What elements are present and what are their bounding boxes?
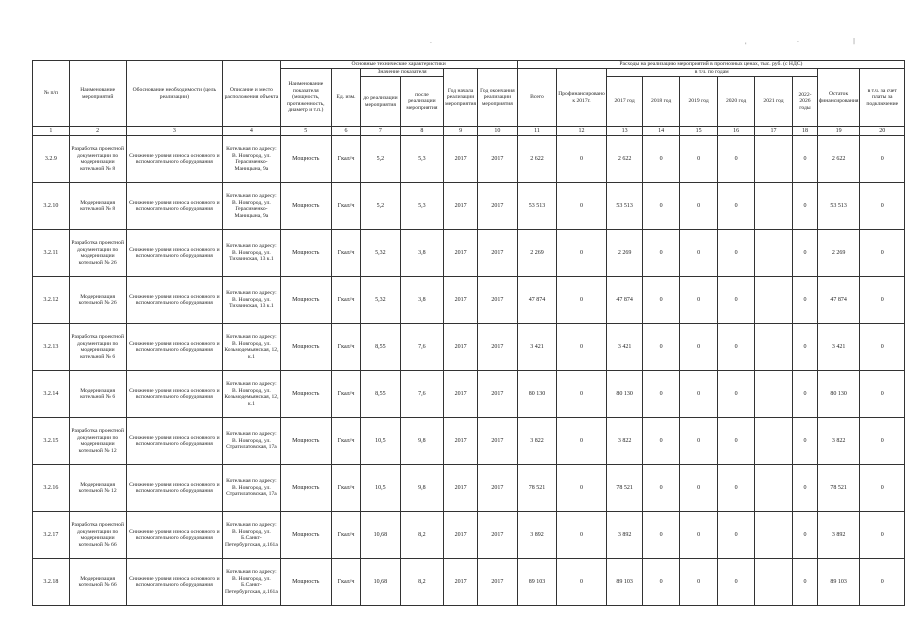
cell-2021 <box>754 277 792 324</box>
cell-unit: Гкал/ч <box>331 465 360 512</box>
cell-num: 3.2.17 <box>33 512 70 559</box>
cell-2017: 89 103 <box>606 559 643 606</box>
header-year-2021: 2021 год <box>754 77 792 127</box>
cell-2018: 0 <box>643 136 680 183</box>
cell-2021 <box>754 371 792 418</box>
cell-connection: 0 <box>860 418 905 465</box>
cell-before: 10,5 <box>361 418 401 465</box>
table-row <box>33 230 905 277</box>
header-prefinanced: Профинансировано к 2017г. <box>557 69 607 127</box>
table-row <box>33 512 905 559</box>
cell-remaining: 3 892 <box>817 512 860 559</box>
cell-location: Котельная по адресу: В. Новгород, ул. Б.Санкт-Петербургская, д.161а <box>223 559 280 606</box>
cell-2020: 0 <box>718 277 755 324</box>
header-before: до реализации мероприятия <box>361 77 401 127</box>
cell-after: 3,8 <box>400 277 443 324</box>
column-number: 5 <box>280 127 331 136</box>
cell-location: Котельная по адресу: В. Новгород, ул. Стратилатовская, 17а <box>223 418 280 465</box>
cell-justification: Снижение уровня износа основного и вспомогательного оборудования <box>126 230 223 277</box>
header-total: Всего <box>517 69 557 127</box>
header-name: Наименование мероприятий <box>69 61 126 127</box>
cell-after: 8,2 <box>400 559 443 606</box>
cell-2022-2026: 0 <box>793 324 817 371</box>
cell-2021 <box>754 512 792 559</box>
cell-after: 5,3 <box>400 183 443 230</box>
column-number: 6 <box>331 127 360 136</box>
cell-2020: 0 <box>718 512 755 559</box>
cell-total: 3 892 <box>517 512 557 559</box>
table-row <box>33 277 905 324</box>
cell-after: 7,6 <box>400 371 443 418</box>
cell-indicator: Мощность <box>280 465 331 512</box>
cell-year-start: 2017 <box>444 230 478 277</box>
cell-after: 9,8 <box>400 465 443 512</box>
cell-remaining: 2 269 <box>817 230 860 277</box>
cell-prefinanced: 0 <box>557 324 607 371</box>
cell-location: Котельная по адресу: В. Новгород, ул. Герасименко-Маницына, 9а <box>223 136 280 183</box>
cell-location: Котельная по адресу: В. Новгород, ул. Герасименко-Маницына, 9а <box>223 183 280 230</box>
cell-prefinanced: 0 <box>557 136 607 183</box>
cell-before: 10,68 <box>361 512 401 559</box>
cell-2020: 0 <box>718 418 755 465</box>
cell-total: 89 103 <box>517 559 557 606</box>
cell-name: Разработка проектной документации по модернизации котельной № 8 <box>69 136 126 183</box>
cell-total: 80 130 <box>517 371 557 418</box>
cell-indicator: Мощность <box>280 230 331 277</box>
cell-2018: 0 <box>643 183 680 230</box>
cell-after: 5,3 <box>400 136 443 183</box>
cell-before: 5,32 <box>361 230 401 277</box>
cell-2019: 0 <box>679 418 717 465</box>
cell-2021 <box>754 324 792 371</box>
cell-total: 2 269 <box>517 230 557 277</box>
cell-after: 7,6 <box>400 324 443 371</box>
cell-2018: 0 <box>643 324 680 371</box>
column-number: 9 <box>444 127 478 136</box>
cell-justification: Снижение уровня износа основного и вспомогательного оборудования <box>126 465 223 512</box>
cell-year-start: 2017 <box>444 277 478 324</box>
cell-year-end: 2017 <box>478 230 518 277</box>
cell-justification: Снижение уровня износа основного и вспомогательного оборудования <box>126 183 223 230</box>
cell-2020: 0 <box>718 230 755 277</box>
cell-2022-2026: 0 <box>793 183 817 230</box>
cell-after: 9,8 <box>400 418 443 465</box>
cell-location: Котельная по адресу: В. Новгород, ул. Козьмодемьянская, 12, к.1 <box>223 371 280 418</box>
scan-mark: | <box>853 38 856 45</box>
cell-num: 3.2.15 <box>33 418 70 465</box>
cell-location: Котельная по адресу: В. Новгород, ул. Козьмодемьянская, 12, к.1 <box>223 324 280 371</box>
header-unit: Ед. изм. <box>331 69 360 127</box>
cell-total: 2 622 <box>517 136 557 183</box>
cell-2017: 2 269 <box>606 230 643 277</box>
cell-2020: 0 <box>718 371 755 418</box>
cell-prefinanced: 0 <box>557 559 607 606</box>
cell-name: Разработка проектной документации по модернизации котельной № 6 <box>69 324 126 371</box>
column-number: 11 <box>517 127 557 136</box>
cell-connection: 0 <box>860 371 905 418</box>
measures-table <box>32 60 905 606</box>
cell-2021 <box>754 559 792 606</box>
column-number: 12 <box>557 127 607 136</box>
column-number: 15 <box>679 127 717 136</box>
cell-2020: 0 <box>718 559 755 606</box>
cell-connection: 0 <box>860 136 905 183</box>
cell-2022-2026: 0 <box>793 371 817 418</box>
column-number: 10 <box>478 127 518 136</box>
column-number: 4 <box>223 127 280 136</box>
scan-mark: ' <box>745 42 747 49</box>
cell-2019: 0 <box>679 230 717 277</box>
cell-remaining: 53 513 <box>817 183 860 230</box>
cell-2017: 3 421 <box>606 324 643 371</box>
cell-2020: 0 <box>718 183 755 230</box>
header-year-2017: 2017 год <box>606 77 643 127</box>
cell-location: Котельная по адресу: В. Новгород, ул. Тихвинская, 13 к.1 <box>223 277 280 324</box>
header-location: Описание и место расположения объекта <box>223 61 280 127</box>
cell-unit: Гкал/ч <box>331 277 360 324</box>
header-indicator-value: Значение показателя <box>361 69 444 77</box>
column-number: 8 <box>400 127 443 136</box>
table-row <box>33 136 905 183</box>
cell-year-end: 2017 <box>478 465 518 512</box>
cell-prefinanced: 0 <box>557 230 607 277</box>
column-number: 1 <box>33 127 70 136</box>
cell-prefinanced: 0 <box>557 183 607 230</box>
cell-year-end: 2017 <box>478 371 518 418</box>
cell-prefinanced: 0 <box>557 512 607 559</box>
cell-2021 <box>754 465 792 512</box>
header-year-end: Год окончания реализации мероприятия <box>478 69 518 127</box>
cell-remaining: 3 421 <box>817 324 860 371</box>
cell-2021 <box>754 230 792 277</box>
cell-2022-2026: 0 <box>793 465 817 512</box>
header-year-start: Год начала реализации мероприятия <box>444 69 478 127</box>
cell-prefinanced: 0 <box>557 465 607 512</box>
cell-before: 5,2 <box>361 136 401 183</box>
cell-justification: Снижение уровня износа основного и вспомогательного оборудования <box>126 324 223 371</box>
table-row <box>33 324 905 371</box>
cell-2022-2026: 0 <box>793 418 817 465</box>
cell-2017: 3 822 <box>606 418 643 465</box>
cell-before: 5,2 <box>361 183 401 230</box>
cell-2017: 2 622 <box>606 136 643 183</box>
cell-year-start: 2017 <box>444 559 478 606</box>
cell-name: Модернизация котельной № 26 <box>69 277 126 324</box>
cell-justification: Снижение уровня износа основного и вспомогательного оборудования <box>126 512 223 559</box>
cell-2020: 0 <box>718 136 755 183</box>
cell-2022-2026: 0 <box>793 230 817 277</box>
cell-indicator: Мощность <box>280 418 331 465</box>
cell-year-start: 2017 <box>444 324 478 371</box>
header-indicator: Наименование показателя (мощность, протяженность, диаметр и т.п.) <box>280 69 331 127</box>
cell-after: 3,8 <box>400 230 443 277</box>
column-number: 7 <box>361 127 401 136</box>
cell-unit: Гкал/ч <box>331 371 360 418</box>
cell-total: 3 822 <box>517 418 557 465</box>
cell-connection: 0 <box>860 512 905 559</box>
cell-num: 3.2.10 <box>33 183 70 230</box>
cell-indicator: Мощность <box>280 277 331 324</box>
cell-2019: 0 <box>679 136 717 183</box>
cell-year-start: 2017 <box>444 418 478 465</box>
cell-year-end: 2017 <box>478 512 518 559</box>
cell-year-start: 2017 <box>444 371 478 418</box>
cell-connection: 0 <box>860 465 905 512</box>
cell-indicator: Мощность <box>280 371 331 418</box>
table-row <box>33 465 905 512</box>
cell-before: 10,5 <box>361 465 401 512</box>
column-number: 17 <box>754 127 792 136</box>
cell-remaining: 89 103 <box>817 559 860 606</box>
cell-justification: Снижение уровня износа основного и вспомогательного оборудования <box>126 559 223 606</box>
cell-2017: 47 874 <box>606 277 643 324</box>
cell-before: 5,32 <box>361 277 401 324</box>
cell-unit: Гкал/ч <box>331 324 360 371</box>
header-num: № п/п <box>33 61 70 127</box>
header-by-years: в т.ч. по годам <box>606 69 817 77</box>
cell-year-end: 2017 <box>478 183 518 230</box>
cell-total: 78 521 <box>517 465 557 512</box>
cell-2018: 0 <box>643 277 680 324</box>
cell-remaining: 2 622 <box>817 136 860 183</box>
cell-name: Модернизация котельной № 8 <box>69 183 126 230</box>
cell-name: Разработка проектной документации по модернизации котельной № 66 <box>69 512 126 559</box>
cell-2018: 0 <box>643 371 680 418</box>
cell-2021 <box>754 136 792 183</box>
cell-before: 8,55 <box>361 371 401 418</box>
cell-connection: 0 <box>860 277 905 324</box>
table-row <box>33 371 905 418</box>
cell-2022-2026: 0 <box>793 512 817 559</box>
cell-name: Модернизация котельной № 12 <box>69 465 126 512</box>
cell-remaining: 78 521 <box>817 465 860 512</box>
cell-2018: 0 <box>643 418 680 465</box>
investment-program-table-sheet <box>32 60 905 606</box>
scan-mark: · <box>797 39 799 46</box>
cell-2019: 0 <box>679 371 717 418</box>
header-year-2019: 2019 год <box>679 77 717 127</box>
cell-justification: Снижение уровня износа основного и вспомогательного оборудования <box>126 277 223 324</box>
cell-name: Модернизация котельной № 66 <box>69 559 126 606</box>
cell-2022-2026: 0 <box>793 559 817 606</box>
cell-unit: Гкал/ч <box>331 230 360 277</box>
cell-2018: 0 <box>643 512 680 559</box>
table-row <box>33 183 905 230</box>
cell-year-end: 2017 <box>478 136 518 183</box>
cell-total: 47 874 <box>517 277 557 324</box>
cell-indicator: Мощность <box>280 136 331 183</box>
cell-2020: 0 <box>718 324 755 371</box>
cell-connection: 0 <box>860 183 905 230</box>
column-number: 13 <box>606 127 643 136</box>
cell-2019: 0 <box>679 559 717 606</box>
column-number: 20 <box>860 127 905 136</box>
table-row <box>33 559 905 606</box>
cell-unit: Гкал/ч <box>331 559 360 606</box>
cell-before: 10,68 <box>361 559 401 606</box>
cell-2020: 0 <box>718 465 755 512</box>
cell-year-end: 2017 <box>478 418 518 465</box>
column-number: 2 <box>69 127 126 136</box>
cell-2018: 0 <box>643 465 680 512</box>
header-year-2020: 2020 год <box>718 77 755 127</box>
column-number: 18 <box>793 127 817 136</box>
cell-2019: 0 <box>679 324 717 371</box>
cell-name: Разработка проектной документации по модернизации котельной № 26 <box>69 230 126 277</box>
cell-year-start: 2017 <box>444 465 478 512</box>
cell-prefinanced: 0 <box>557 371 607 418</box>
cell-num: 3.2.18 <box>33 559 70 606</box>
cell-2021 <box>754 418 792 465</box>
table-row <box>33 418 905 465</box>
cell-unit: Гкал/ч <box>331 136 360 183</box>
cell-location: Котельная по адресу: В. Новгород, ул. Тихвинская, 13 к.1 <box>223 230 280 277</box>
cell-connection: 0 <box>860 559 905 606</box>
cell-unit: Гкал/ч <box>331 418 360 465</box>
cell-year-start: 2017 <box>444 136 478 183</box>
cell-2017: 53 513 <box>606 183 643 230</box>
cell-total: 3 421 <box>517 324 557 371</box>
cell-2017: 78 521 <box>606 465 643 512</box>
header-year-2022-2026: 2022-2026 годы <box>793 77 817 127</box>
cell-total: 53 513 <box>517 183 557 230</box>
cell-2021 <box>754 183 792 230</box>
cell-indicator: Мощность <box>280 559 331 606</box>
cell-2019: 0 <box>679 512 717 559</box>
cell-2018: 0 <box>643 230 680 277</box>
column-number: 19 <box>817 127 860 136</box>
cell-justification: Снижение уровня износа основного и вспомогательного оборудования <box>126 136 223 183</box>
cell-connection: 0 <box>860 324 905 371</box>
cell-location: Котельная по адресу: В. Новгород, ул. Стратилатовская, 17а <box>223 465 280 512</box>
header-costs-group: Расходы на реализацию мероприятий в прогнозных ценах, тыс. руб. (с НДС) <box>517 61 904 69</box>
table-body <box>33 136 905 606</box>
cell-before: 8,55 <box>361 324 401 371</box>
column-number: 16 <box>718 127 755 136</box>
cell-2019: 0 <box>679 277 717 324</box>
header-justification: Обоснование необходимости (цель реализации) <box>126 61 223 127</box>
cell-name: Разработка проектной документации по модернизации котельной № 12 <box>69 418 126 465</box>
cell-name: Модернизация котельной № 6 <box>69 371 126 418</box>
cell-prefinanced: 0 <box>557 418 607 465</box>
cell-2022-2026: 0 <box>793 277 817 324</box>
cell-year-end: 2017 <box>478 324 518 371</box>
cell-connection: 0 <box>860 230 905 277</box>
cell-2022-2026: 0 <box>793 136 817 183</box>
cell-year-start: 2017 <box>444 183 478 230</box>
cell-2018: 0 <box>643 559 680 606</box>
cell-num: 3.2.11 <box>33 230 70 277</box>
cell-year-start: 2017 <box>444 512 478 559</box>
column-number: 14 <box>643 127 680 136</box>
cell-location: Котельная по адресу: В. Новгород, ул. Б.Санкт-Петербургская, д.161а <box>223 512 280 559</box>
cell-num: 3.2.13 <box>33 324 70 371</box>
cell-year-end: 2017 <box>478 559 518 606</box>
cell-num: 3.2.16 <box>33 465 70 512</box>
header-remaining: Остаток финансирования <box>817 69 860 127</box>
header-tech-group: Основные технические характеристики <box>280 61 517 69</box>
cell-remaining: 47 874 <box>817 277 860 324</box>
cell-prefinanced: 0 <box>557 277 607 324</box>
cell-indicator: Мощность <box>280 183 331 230</box>
cell-num: 3.2.12 <box>33 277 70 324</box>
cell-after: 8,2 <box>400 512 443 559</box>
header-year-2018: 2018 год <box>643 77 680 127</box>
column-number: 3 <box>126 127 223 136</box>
cell-2019: 0 <box>679 465 717 512</box>
header-after: после реализации мероприятия <box>400 77 443 127</box>
scan-mark: · <box>430 40 432 47</box>
cell-justification: Снижение уровня износа основного и вспомогательного оборудования <box>126 418 223 465</box>
cell-2017: 80 130 <box>606 371 643 418</box>
cell-num: 3.2.9 <box>33 136 70 183</box>
header-incl-connection: в т.ч. за счет платы за подключение <box>860 69 905 127</box>
cell-unit: Гкал/ч <box>331 183 360 230</box>
cell-num: 3.2.14 <box>33 371 70 418</box>
cell-remaining: 80 130 <box>817 371 860 418</box>
cell-indicator: Мощность <box>280 512 331 559</box>
cell-justification: Снижение уровня износа основного и вспомогательного оборудования <box>126 371 223 418</box>
cell-2019: 0 <box>679 183 717 230</box>
cell-2017: 3 892 <box>606 512 643 559</box>
cell-unit: Гкал/ч <box>331 512 360 559</box>
cell-year-end: 2017 <box>478 277 518 324</box>
cell-remaining: 3 822 <box>817 418 860 465</box>
cell-indicator: Мощность <box>280 324 331 371</box>
